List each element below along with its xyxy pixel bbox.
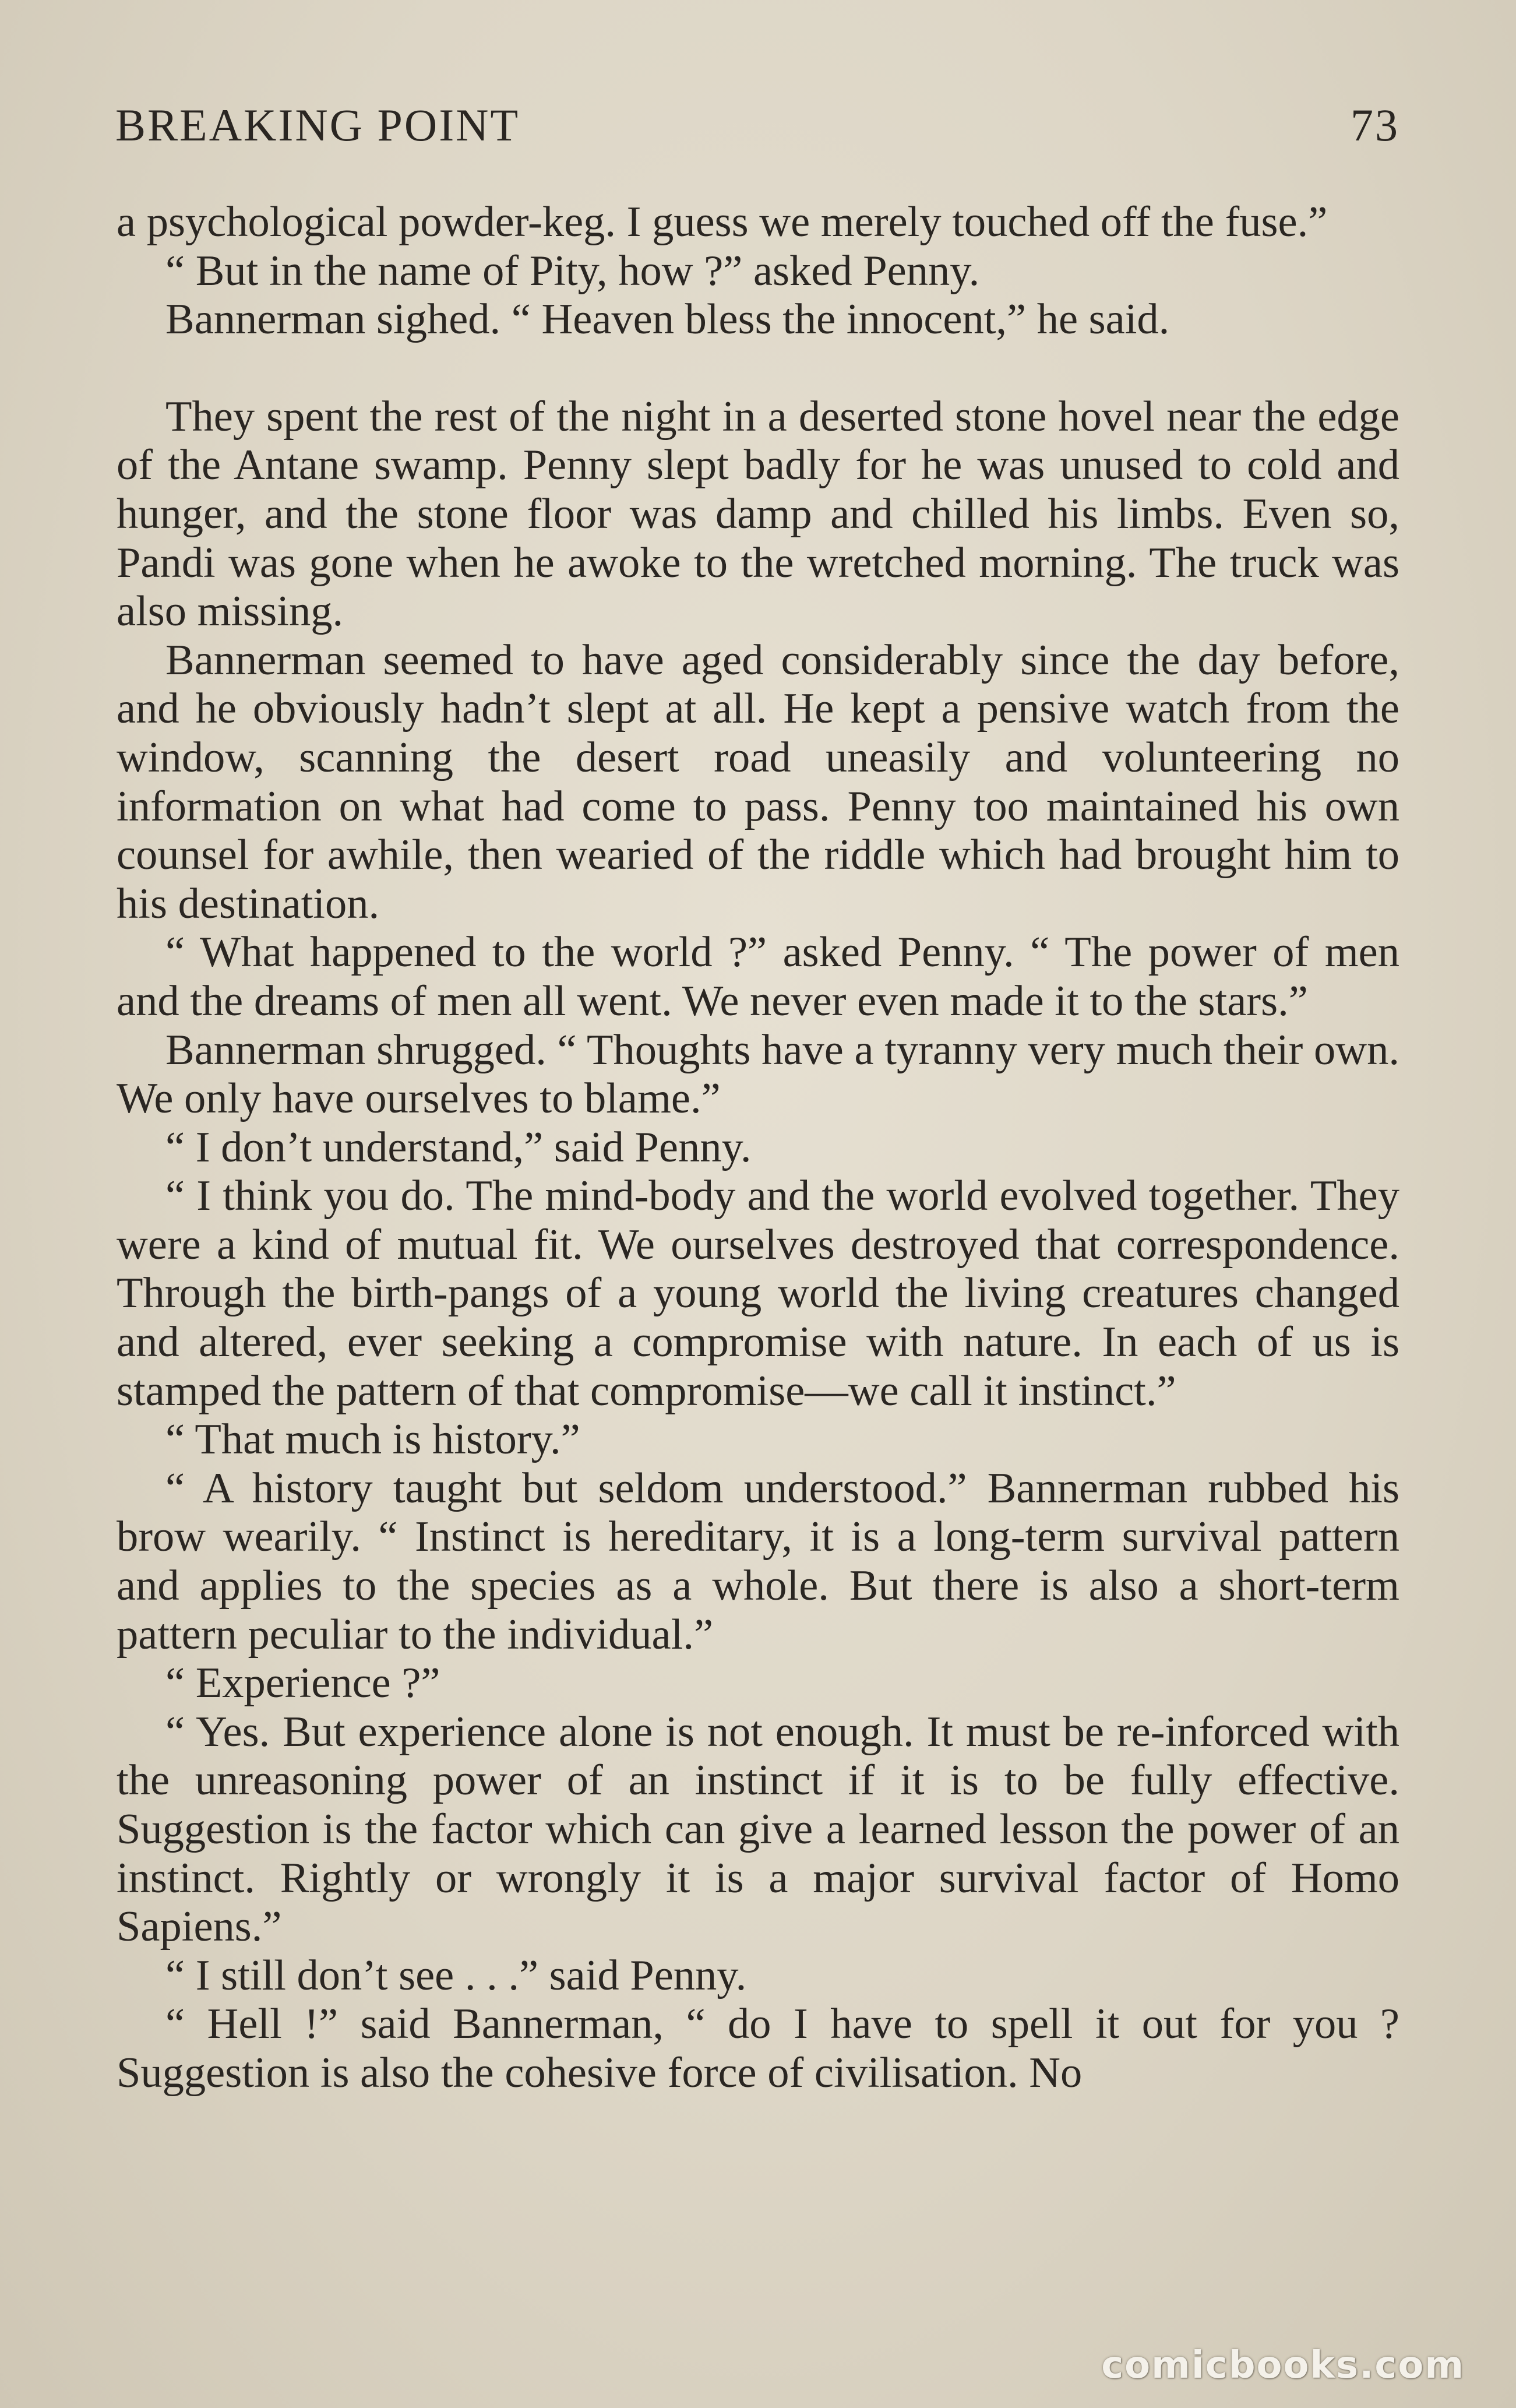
paragraph-6: “ What happened to the world ?” asked Penny. “ The power of men and the dreams of men all went. We never even made it to the stars.”: [117, 928, 1399, 1025]
paragraph-10: “ That much is history.”: [165, 1416, 580, 1464]
running-title: BREAKING POINT: [115, 100, 520, 150]
paragraph-2: “ But in the name of Pity, how ?” asked Penny.: [165, 247, 980, 295]
paragraph-1: a psychological powder-keg. I guess we merely touched off the fuse.”: [117, 198, 1328, 246]
paragraph-14: “ I still don’t see . . .” said Penny.: [165, 1951, 747, 1999]
paragraph-11: “ A history taught but seldom understood.” Bannerman rubbed his brow wearily. “ Instinct is hereditary, it is a long-term survival pattern and applies to the species as a whole. But there is also a short-term pattern peculiar to the individual.”: [117, 1464, 1399, 1659]
paragraph-12: “ Experience ?”: [165, 1659, 440, 1708]
paragraph-15: “ Hell !” said Bannerman, “ do I have to spell it out for you ? Suggestion is also the cohesive force of civilisation. No: [117, 2000, 1399, 2097]
page-body: [117, 198, 1399, 2098]
watermark: comicbooks.com: [1101, 2344, 1465, 2387]
paragraph-3: Bannerman sighed. “ Heaven bless the innocent,” he said.: [165, 295, 1170, 344]
running-header: [115, 99, 1399, 163]
paragraph-7: Bannerman shrugged. “ Thoughts have a tyranny very much their own. We only have ourselves to blame.”: [117, 1026, 1399, 1123]
paragraph-4: They spent the rest of the night in a deserted stone hovel near the edge of the Antane swamp. Penny slept badly for he was unused to cold and hunger, and the stone floor was damp and chilled his limbs. Even so, Pandi was gone when he awoke to the wretched morning. The truck was also missing.: [117, 392, 1399, 636]
paragraph-13: “ Yes. But experience alone is not enough. It must be re-inforced with the unreasoning power of an instinct if it is to be fully effective. Suggestion is the factor which can give a learned lesson the power of an instinct. Rightly or wrongly it is a major survival factor of Homo Sapiens.”: [117, 1708, 1399, 1951]
paragraph-9: “ I think you do. The mind-body and the world evolved together. They were a kind of mutual fit. We ourselves destroyed that correspondence. Through the birth-pangs of a young world the living creatures changed and altered, ever seeking a compromise with nature. In each of us is stamped the pattern of that compromise—we call it instinct.”: [117, 1172, 1399, 1415]
paragraph-5: Bannerman seemed to have aged considerably since the day before, and he obviously hadn’t slept at all. He kept a pensive watch from the window, scanning the desert road uneasily and volunteering no information on what had come to pass. Penny too maintained his own counsel for awhile, then wearied of the riddle which had brought him to his destination.: [117, 636, 1399, 928]
paragraph-8: “ I don’t understand,” said Penny.: [165, 1123, 752, 1171]
page-number: 73: [1351, 100, 1399, 150]
